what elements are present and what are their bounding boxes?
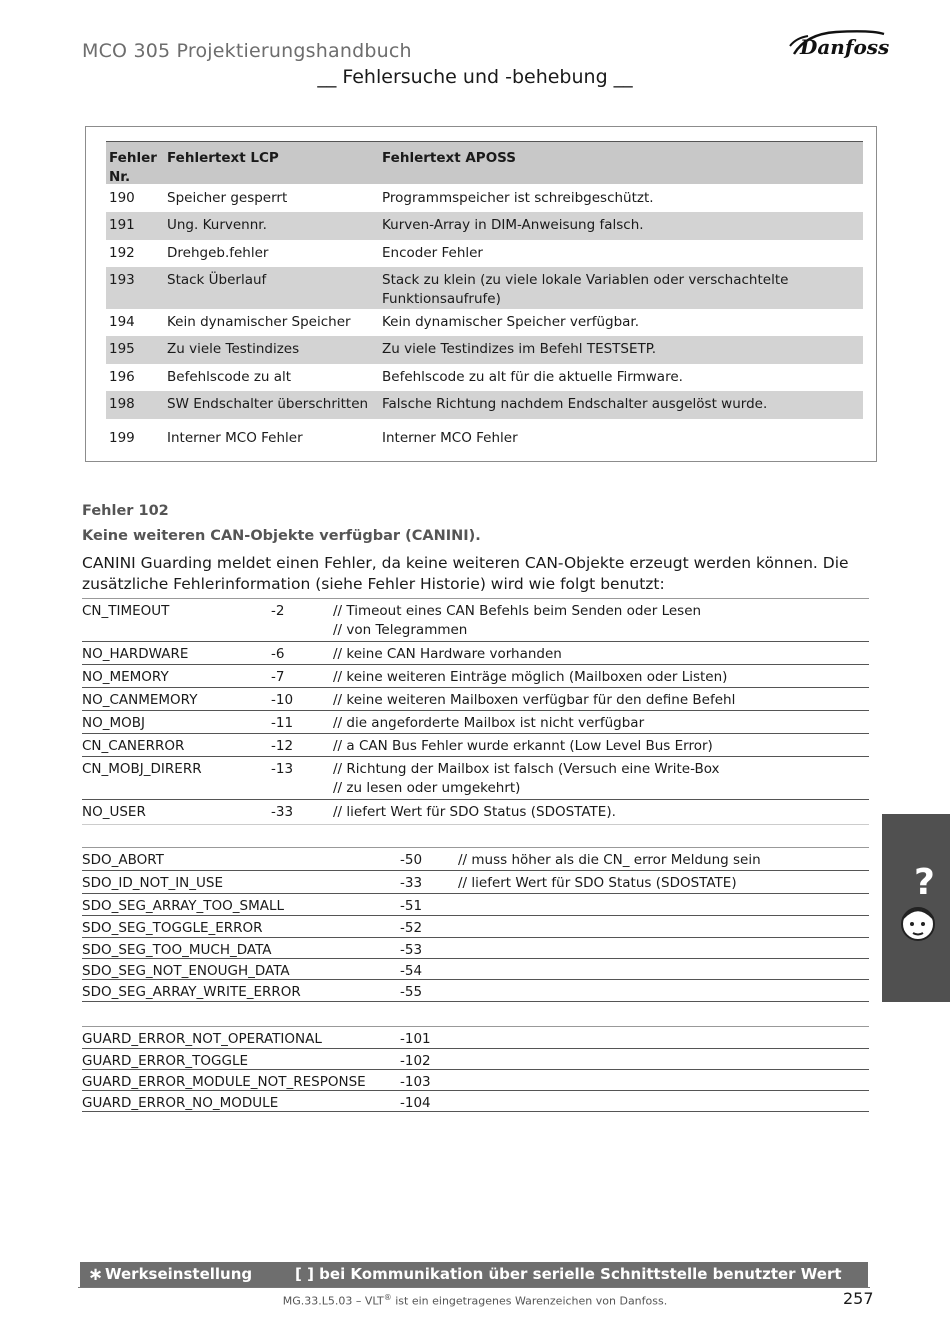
danfoss-logo [786, 24, 890, 62]
code-comment: // liefert Wert für SDO Status (SDOSTATE) [458, 875, 737, 891]
fault-text-lcp: SW Endschalter überschritten [167, 396, 369, 412]
code-name: NO_USER [82, 804, 146, 820]
asterisk-icon: ∗ [88, 1264, 104, 1285]
fault-text-lcp: Befehlscode zu alt [167, 369, 292, 385]
code-comment-line: // liefert Wert für SDO Status (SDOSTATE). [333, 804, 616, 820]
fault-number: 196 [109, 369, 135, 385]
code-name: NO_CANMEMORY [82, 692, 198, 708]
code-name: NO_MEMORY [82, 669, 169, 685]
fault-text-aposs: Befehlscode zu alt für die aktuelle Firmware. [382, 369, 683, 385]
code-comment [333, 803, 863, 822]
document-title: MCO 305 Projektierungshandbuch [82, 40, 412, 62]
guard-code-row [82, 1091, 869, 1112]
code-value: -7 [271, 669, 285, 685]
legend-serial-value: [ ] bei Kommunikation über serielle Schnittstelle benutzter Wert [295, 1265, 842, 1283]
code-comment [333, 668, 863, 687]
code-name: SDO_SEG_TOGGLE_ERROR [82, 920, 263, 936]
fault-table-row [106, 391, 863, 419]
code-comment [333, 760, 863, 798]
fault-text-aposs: Programmspeicher ist schreibgeschützt. [382, 190, 654, 206]
footer-trademark-note: MG.33.L5.03 – VLT® ist ein eingetragenes Warenzeichen von Danfoss. [282, 1293, 668, 1308]
fault-table-row [106, 185, 863, 212]
code-comment-line: // Timeout eines CAN Befehls beim Senden oder Lesen [333, 603, 702, 619]
code-comment [333, 737, 863, 756]
code-comment-line: // keine weiteren Einträge möglich (Mailboxen oder Listen) [333, 669, 728, 685]
fault-table-row [106, 309, 863, 336]
code-value: -10 [271, 692, 294, 708]
code-name: CN_CANERROR [82, 738, 185, 754]
code-value: -52 [400, 920, 423, 936]
fault-number: 191 [109, 217, 135, 233]
code-name: GUARD_ERROR_TOGGLE [82, 1053, 248, 1069]
code-name: SDO_ABORT [82, 852, 164, 868]
code-value: -55 [400, 984, 423, 1000]
fault-text-lcp: Drehgeb.fehler [167, 245, 269, 261]
code-value: -101 [400, 1031, 431, 1047]
fehler-102-title: Fehler 102 [82, 503, 169, 519]
code-value: -6 [271, 646, 285, 662]
can-code-row [82, 711, 869, 734]
section-title: __ Fehlersuche und -behebung __ [317, 66, 633, 88]
fault-number: 198 [109, 396, 135, 412]
can-code-row [82, 688, 869, 711]
fault-text-lcp: Zu viele Testindizes [167, 341, 300, 357]
code-comment-line: // von Telegrammen [333, 622, 468, 638]
svg-text:?: ? [914, 862, 935, 903]
can-code-row [82, 734, 869, 757]
code-value: -102 [400, 1053, 431, 1069]
code-value: -51 [400, 898, 423, 914]
header-fehlertext-lcp: Fehlertext LCP [167, 150, 279, 166]
code-value: -33 [271, 804, 294, 820]
fault-text-lcp: Ung. Kurvennr. [167, 217, 267, 233]
fault-table-row [106, 364, 863, 391]
code-name: GUARD_ERROR_MODULE_NOT_RESPONSE [82, 1074, 366, 1090]
page-number: 257 [843, 1289, 874, 1308]
sdo-code-row [82, 871, 869, 894]
fault-number: 190 [109, 190, 135, 206]
sdo-code-row [82, 848, 869, 871]
sdo-code-row [82, 959, 869, 980]
fehler-102-subtitle: Keine weiteren CAN-Objekte verfügbar (CANINI). [82, 528, 481, 544]
code-comment: // muss höher als die CN_ error Meldung sein [458, 852, 761, 868]
code-comment [333, 602, 863, 640]
fault-text-aposs: Zu viele Testindizes im Befehl TESTSETP. [382, 341, 657, 357]
code-name: SDO_SEG_ARRAY_TOO_SMALL [82, 898, 285, 914]
code-value: -13 [271, 761, 294, 777]
code-name: SDO_SEG_TOO_MUCH_DATA [82, 942, 272, 958]
guard-error-codes-table [82, 1026, 869, 1112]
fault-number: 199 [109, 430, 135, 446]
fault-text-lcp: Kein dynamischer Speicher [167, 314, 351, 330]
fault-text-aposs: Stack zu klein (zu viele lokale Variablen oder verschachtelte Funktionsaufrufe) [382, 272, 789, 307]
troubleshooting-question-face-icon [896, 862, 940, 952]
sdo-code-row [82, 894, 869, 916]
guard-code-row [82, 1049, 869, 1070]
troubleshooting-side-tab [882, 814, 950, 1002]
code-comment-line: // zu lesen oder umgekehrt) [333, 780, 521, 796]
code-comment-line: // Richtung der Mailbox ist falsch (Versuch eine Write-Box [333, 761, 720, 777]
fault-number: 194 [109, 314, 135, 330]
code-comment-line: // die angeforderte Mailbox ist nicht verfügbar [333, 715, 645, 731]
code-name: NO_HARDWARE [82, 646, 189, 662]
sdo-code-row [82, 916, 869, 938]
fault-table-row [106, 240, 863, 267]
footer-legend-bar [80, 1262, 868, 1287]
code-comment-line: // keine weiteren Mailboxen verfügbar für den define Befehl [333, 692, 736, 708]
code-value: -33 [400, 875, 423, 891]
code-comment [333, 714, 863, 733]
fault-number: 192 [109, 245, 135, 261]
sdo-code-row [82, 938, 869, 959]
can-error-codes-table [82, 598, 869, 825]
fault-text-aposs: Falsche Richtung nachdem Endschalter ausgelöst wurde. [382, 396, 768, 412]
can-code-row [82, 800, 869, 825]
fault-text-lcp: Interner MCO Fehler [167, 430, 303, 446]
guard-code-row [82, 1027, 869, 1049]
code-comment-line: // a CAN Bus Fehler wurde erkannt (Low Level Bus Error) [333, 738, 713, 754]
fault-text-aposs: Interner MCO Fehler [382, 430, 518, 446]
can-code-row [82, 757, 869, 800]
fault-table-header [106, 141, 863, 185]
fault-table-row [106, 212, 863, 240]
fault-text-lcp: Speicher gesperrt [167, 190, 288, 206]
header-fehlertext-aposs: Fehlertext APOSS [382, 150, 517, 166]
fault-text-aposs: Encoder Fehler [382, 245, 483, 261]
fault-number: 195 [109, 341, 135, 357]
fault-table-row [106, 336, 863, 364]
code-name: NO_MOBJ [82, 715, 145, 731]
code-value: -11 [271, 715, 294, 731]
code-name: GUARD_ERROR_NO_MODULE [82, 1095, 279, 1111]
header-fehler-nr: Fehler Nr. [109, 150, 157, 185]
legend-werkseinstellung: Werkseinstellung [105, 1265, 253, 1283]
can-code-row [82, 665, 869, 688]
fault-text-aposs: Kurven-Array in DIM-Anweisung falsch. [382, 217, 644, 233]
sdo-code-row [82, 980, 869, 1002]
guard-code-row [82, 1070, 869, 1091]
fehler-102-paragraph: CANINI Guarding meldet einen Fehler, da keine weiteren CAN-Objekte erzeugt werden können. Die zusätzliche Fehlerinformation (siehe Fehler Historie) wird wie folgt benutzt: [82, 554, 849, 593]
footer-divider [78, 1287, 870, 1288]
code-name: CN_MOBJ_DIRERR [82, 761, 202, 777]
code-value: -2 [271, 603, 285, 619]
code-value: -12 [271, 738, 294, 754]
sdo-error-codes-table [82, 847, 869, 1002]
code-value: -103 [400, 1074, 431, 1090]
can-code-row [82, 642, 869, 665]
code-name: SDO_SEG_ARRAY_WRITE_ERROR [82, 984, 301, 1000]
fault-table [106, 141, 863, 451]
code-comment-line: // keine CAN Hardware vorhanden [333, 646, 562, 662]
fault-table-row [106, 267, 863, 309]
code-name: SDO_SEG_NOT_ENOUGH_DATA [82, 963, 290, 979]
fault-table-row [106, 419, 863, 451]
svg-text:Danfoss: Danfoss [800, 35, 890, 59]
code-name: SDO_ID_NOT_IN_USE [82, 875, 223, 891]
code-name: GUARD_ERROR_NOT_OPERATIONAL [82, 1031, 322, 1047]
code-comment [333, 645, 863, 664]
fault-table-frame [85, 126, 877, 462]
code-value: -53 [400, 942, 423, 958]
can-code-row [82, 599, 869, 642]
code-value: -54 [400, 963, 423, 979]
fault-text-lcp: Stack Überlauf [167, 272, 267, 288]
fault-number: 193 [109, 272, 135, 288]
code-value: -104 [400, 1095, 431, 1111]
code-value: -50 [400, 852, 423, 868]
fault-text-aposs: Kein dynamischer Speicher verfügbar. [382, 314, 640, 330]
code-name: CN_TIMEOUT [82, 603, 170, 619]
code-comment [333, 691, 863, 710]
